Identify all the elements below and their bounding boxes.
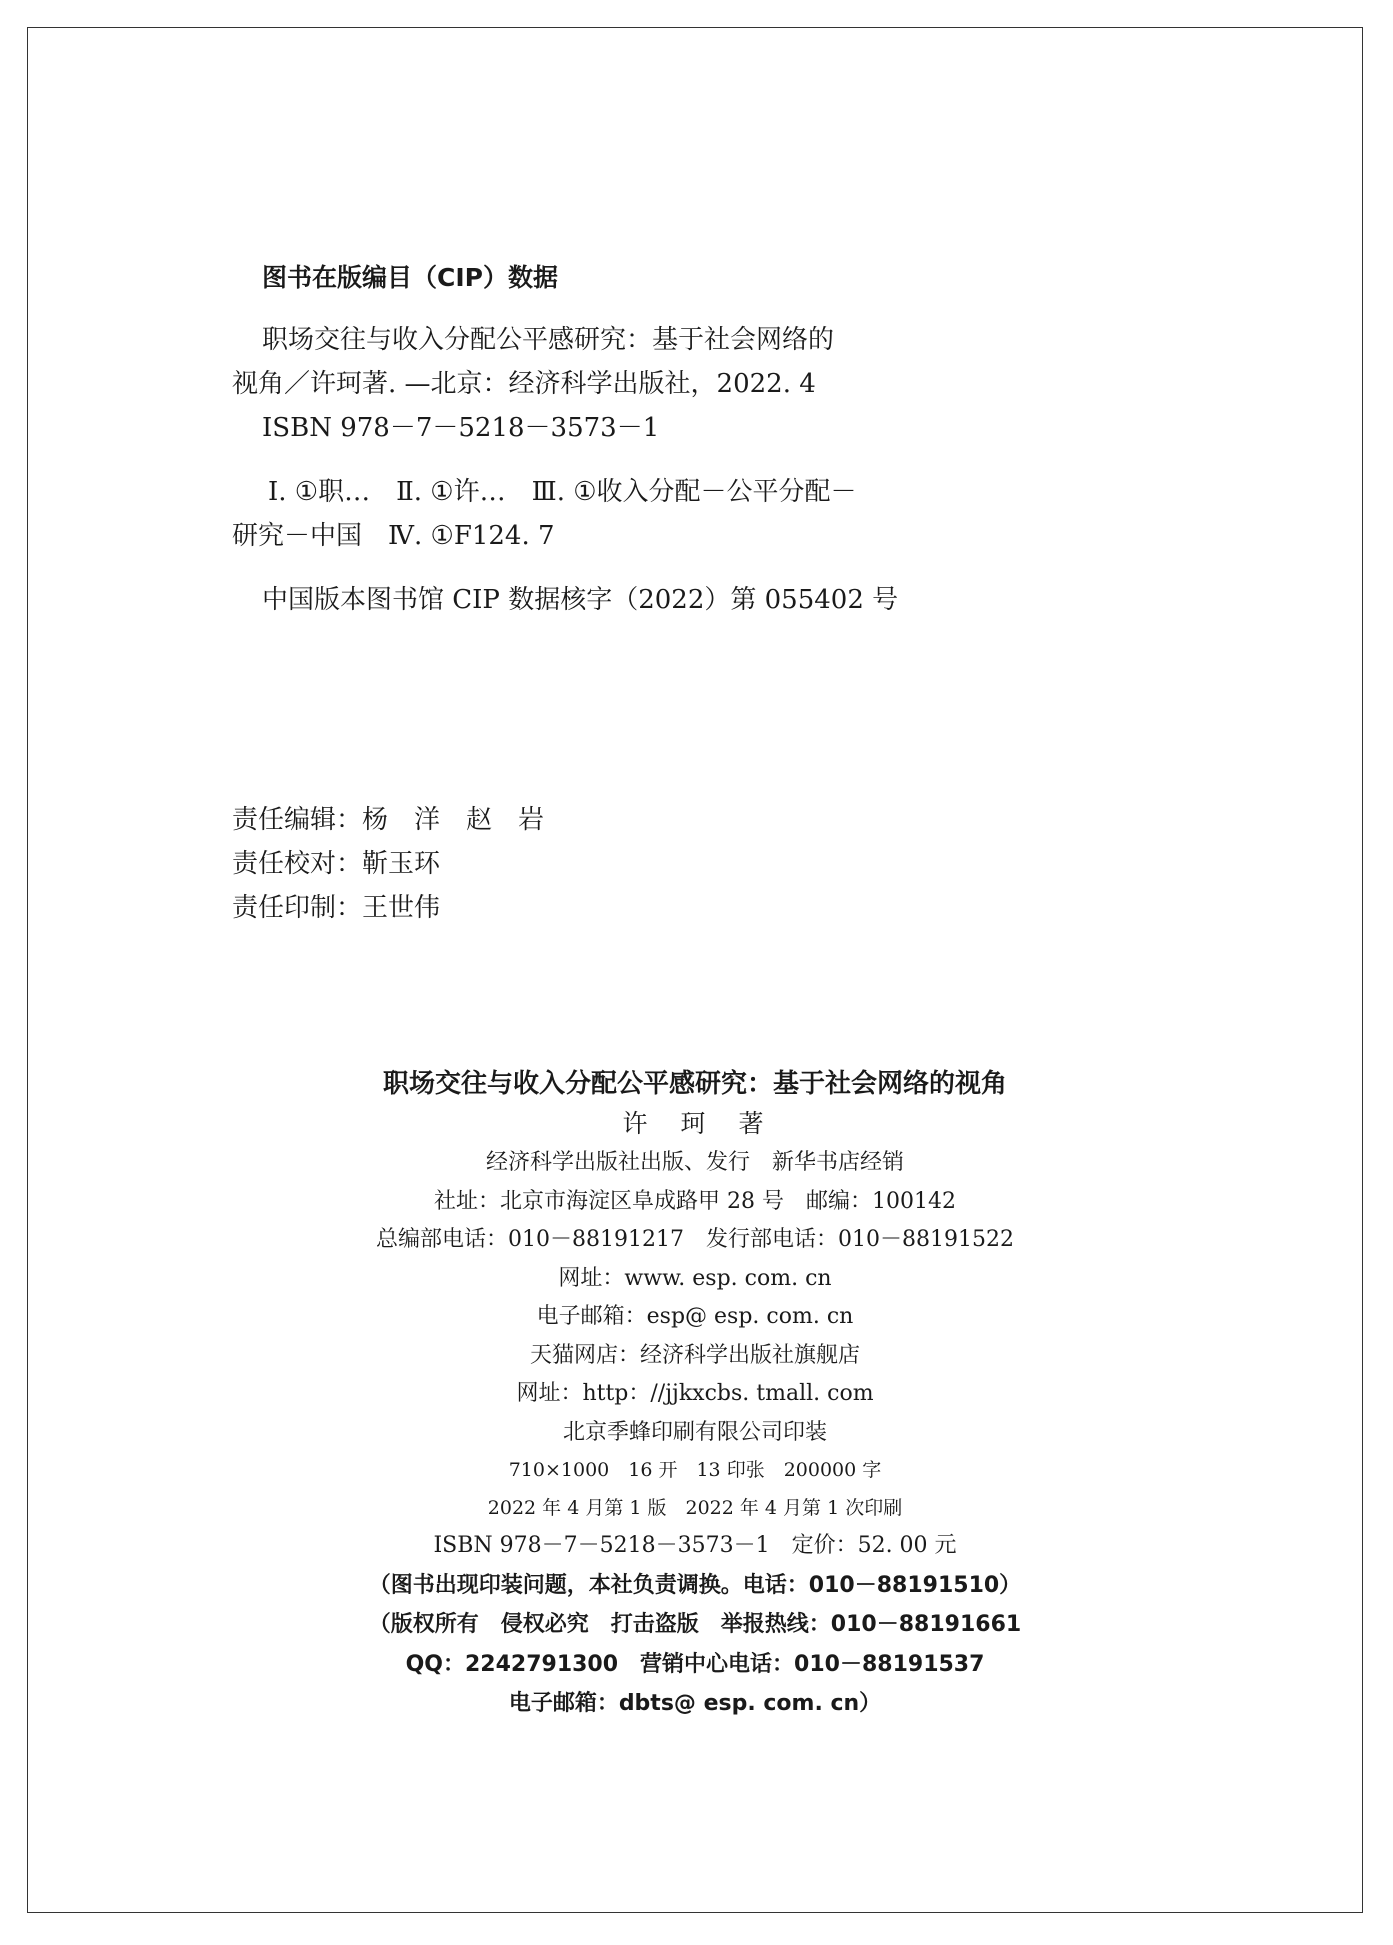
cip-line-author-publisher: 视角／许珂著. —北京：经济科学出版社，2022. 4 [232,369,816,399]
colophon-edition: 2022 年 4 月第 1 版 2022 年 4 月第 1 次印刷 [487,1496,903,1519]
staff-editor: 责任编辑：杨 洋 赵 岩 [232,805,545,835]
colophon-printer: 北京季蜂印刷有限公司印装 [562,1419,827,1445]
cip-line-title: 职场交往与收入分配公平感研究：基于社会网络的 [262,325,835,355]
cip-line-isbn: ISBN 978－7－5218－3573－1 [262,413,660,443]
cip-line-record-number: 中国版本图书馆 CIP 数据核字（2022）第 055402 号 [262,585,899,615]
colophon-phones: 总编部电话：010－88191217 发行部电话：010－88191522 [376,1227,1014,1252]
colophon-tmall-url: 网址：http：//jjkxcbs. tmall. com [516,1381,874,1406]
colophon-notice-4: 电子邮箱：dbts@ esp. com. cn） [508,1691,882,1716]
colophon-isbn-price: ISBN 978－7－5218－3573－1 定价：52. 00 元 [433,1533,957,1558]
colophon-publisher: 经济科学出版社出版、发行 新华书店经销 [485,1150,904,1175]
colophon-notice-3: QQ：2242791300 营销中心电话：010－88191537 [405,1651,985,1677]
colophon-specs: 710×1000 16 开 13 印张 200000 字 [508,1459,882,1481]
colophon-book-title: 职场交往与收入分配公平感研究：基于社会网络的视角 [382,1069,1007,1099]
colophon-tmall: 天猫网店：经济科学出版社旗舰店 [529,1342,860,1368]
cip-line-classification: Ⅰ. ①职… Ⅱ. ①许… Ⅲ. ①收入分配－公平分配－ [268,477,857,507]
cip-line-classification-cont: 研究－中国 Ⅳ. ①F124. 7 [232,521,555,551]
colophon-website: 网址：www. esp. com. cn [558,1265,832,1291]
colophon-address: 社址：北京市海淀区阜成路甲 28 号 邮编：100142 [434,1188,956,1214]
colophon-author: 许 珂 著 [622,1109,768,1138]
staff-proofreader: 责任校对：靳玉环 [232,849,441,879]
cip-heading: 图书在版编目（CIP）数据 [262,263,558,292]
colophon-notice-2: （版权所有 侵权必究 打击盗版 举报热线：010－88191661 [368,1612,1022,1637]
colophon-email: 电子邮箱：esp@ esp. com. cn [536,1304,854,1329]
colophon-notice-1: （图书出现印装问题，本社负责调换。电话：010－88191510） [368,1572,1022,1598]
colophon [27,1064,1363,1724]
staff-printing: 责任印制：王世伟 [232,893,441,923]
